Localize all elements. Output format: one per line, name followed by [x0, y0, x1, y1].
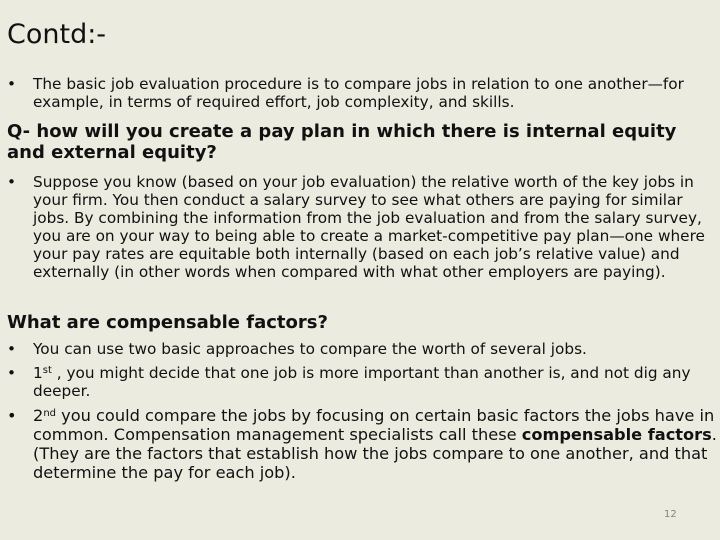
bullet-text: You can use two basic approaches to compare the worth of several jobs. [33, 340, 587, 358]
bullet-icon: • [7, 364, 17, 382]
bullet-icon: • [7, 340, 17, 358]
bullet-icon: • [7, 75, 17, 93]
bullet-text [33, 364, 717, 400]
section-heading: What are compensable factors? [7, 312, 328, 333]
ordinal-suffix: st [42, 365, 52, 376]
bullet-item [7, 364, 717, 400]
ordinal-suffix: nd [43, 408, 56, 419]
bullet-text: The basic job evaluation procedure is to compare jobs in relation to one another—for example, in terms of required effort, job complexity, and skills. [33, 75, 684, 111]
bold-term: compensable factors [521, 425, 712, 444]
bullet-text: Suppose you know (based on your job evaluation) the relative worth of the key jobs in your firm. You then conduct a salary survey to see what others are paying for similar jobs. By combining the information from the job evaluation and from the salary survey, you are on your way to being able to create a market-competitive pay plan—one where your pay rates are equitable both internally (based on each job’s relative value) and externally (in other words when compared with what other employers are paying). [33, 173, 705, 281]
bullet-icon: • [7, 173, 17, 191]
question-heading: Q- how will you create a pay plan in which there is internal equity and external equity? [7, 121, 677, 163]
page-number: 12 [664, 509, 677, 520]
bullet-text [33, 406, 717, 482]
bullet-body: you could compare the jobs by focusing on certain basic factors the jobs have in common. Compensation management specialists call these [33, 406, 715, 444]
bullet-body-end: . (They are the factors that establish how the jobs compare to one another, and that determine the pay for each job). [33, 425, 717, 482]
ordinal-number: 2 [33, 406, 44, 425]
bullet-item [7, 173, 717, 281]
ordinal-number: 1 [33, 364, 43, 382]
bullet-item [7, 75, 717, 111]
bullet-item [7, 406, 717, 482]
bullet-item [7, 340, 717, 358]
bullet-body: , you might decide that one job is more important than another is, and not dig any deeper. [33, 364, 691, 400]
slide-title: Contd:- [7, 19, 107, 50]
bullet-icon: • [7, 406, 17, 425]
